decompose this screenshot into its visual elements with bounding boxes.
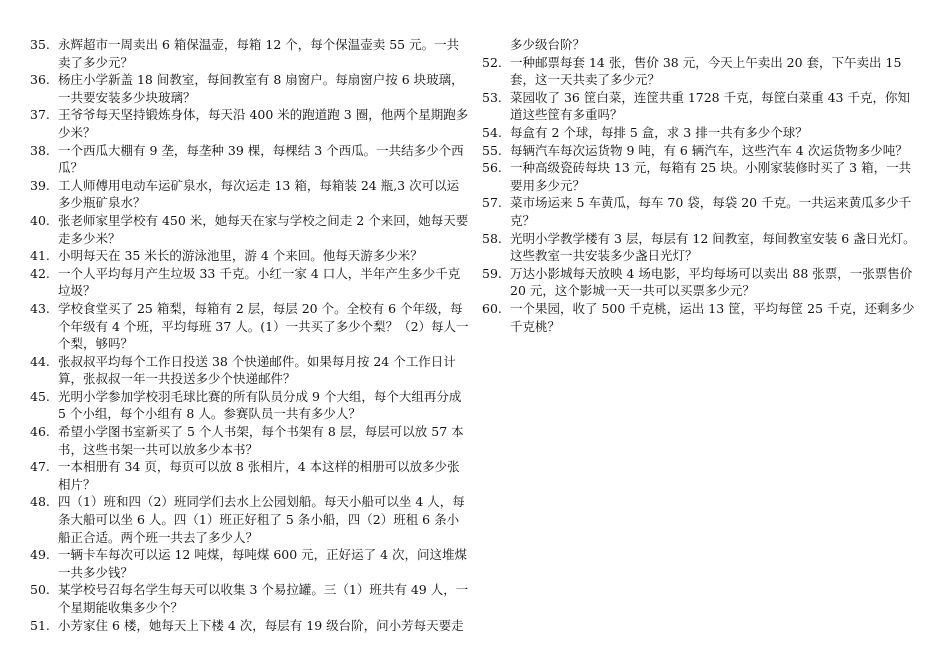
question-text: 一种高级瓷砖每块 13 元，每箱有 25 块。小刚家装修时买了 3 箱，一共要用多少元？ [510, 160, 912, 193]
question-item [30, 71, 470, 106]
right-question-list [482, 54, 922, 336]
question-item [482, 89, 922, 124]
question-number: 60. [482, 300, 502, 316]
question-text: 菜园收了 36 筐白菜，连筐共重 1728 千克，每筐白菜重 43 千克，你知道这些筐有多重吗？ [510, 89, 910, 123]
question-number: 43. [30, 300, 50, 316]
question-text: 一本相册有 34 页，每页可以放 8 张相片，4 本这样的相册可以放多少张相片？ [58, 459, 460, 492]
question-number: 57. [482, 195, 502, 211]
question-text: 小芳家住 6 楼，她每天上下楼 4 次，每层有 19 级台阶，问小芳每天要走 [58, 617, 464, 633]
question-item [30, 36, 470, 71]
question-item [30, 353, 470, 388]
question-item [30, 581, 470, 616]
question-item [30, 247, 470, 265]
question-item [30, 493, 470, 546]
question-text: 一辆卡车每次可以运 12 吨煤，每吨煤 600 元，正好运了 4 次，问这堆煤一共多少钱？ [58, 547, 468, 580]
question-item [30, 617, 470, 635]
question-number: 42. [30, 265, 50, 281]
question-item [30, 423, 470, 458]
question-number: 39. [30, 177, 50, 193]
question-number: 40. [30, 212, 50, 228]
question-text: 希望小学图书室新买了 5 个人书架，每个书架有 8 层，每层可以放 57 本书，这些书架一共可以放多少本书？ [58, 424, 464, 457]
question-number: 54. [482, 124, 502, 140]
question-number: 55. [482, 142, 502, 158]
question-text: 小明每天在 35 米长的游泳池里，游 4 个来回。他每天游多少米？ [58, 248, 423, 264]
question-text: 光明小学教学楼有 3 层，每层有 12 间教室，每间教室安装 6 盏日光灯。这些教室一共安装多少盏日光灯？ [510, 230, 916, 264]
question-item [30, 142, 470, 177]
question-number: 51. [30, 617, 50, 633]
question-item [482, 194, 922, 229]
question-text: 每辆汽车每次运货物 9 吨，有 6 辆汽车，这些汽车 4 次运货物多少吨？ [510, 142, 908, 158]
question-text: 张老师家里学校有 450 米，她每天在家与学校之间走 2 个来回，她每天要走多少米？ [58, 212, 469, 246]
left-question-column [30, 36, 470, 634]
question-number: 56. [482, 160, 502, 176]
question-text: 杨庄小学新盖 18 间教室，每间教室有 8 扇窗户。每扇窗户按 6 块玻璃，一共要安装多少块玻璃？ [58, 72, 464, 105]
question-item [30, 458, 470, 493]
question-item [482, 300, 922, 335]
question-item [30, 300, 470, 353]
question-text: 一种邮票每套 14 张，售价 38 元，今天上午卖出 20 套，下午卖出 15 套，这一天共卖了多少元？ [510, 54, 902, 88]
question-number: 41. [30, 248, 50, 264]
question-item [30, 106, 470, 141]
question-text: 一个西瓜大棚有 9 垄，每垄种 39 棵，每棵结 3 个西瓜。一共结多少个西瓜？ [58, 142, 464, 176]
question-item [482, 230, 922, 265]
question-item [482, 54, 922, 89]
right-question-column [482, 36, 922, 335]
question-number: 59. [482, 265, 502, 281]
question-number: 49. [30, 547, 50, 563]
question-text: 菜市场运来 5 车黄瓜，每车 70 袋，每袋 20 千克。一共运来黄瓜多少千克？ [510, 195, 912, 228]
question-number: 52. [482, 54, 502, 70]
question-number: 48. [30, 494, 50, 510]
question-text: 某学校号召每名学生每天可以收集 3 个易拉罐。三（1）班共有 49 人，一个星期能收集多少个？ [58, 582, 469, 615]
question-number: 46. [30, 424, 50, 440]
question-text: 四（1）班和四（2）班同学们去水上公园划船。每天小船可以坐 4 人，每条大船可以坐 6 人。四（1）班正好租了 5 条小船，四（2）班租 6 条小船正合适。两个班一共去了多少人？ [58, 494, 465, 545]
question-text: 王爷爷每天坚持锻炼身体，每天沿 400 米的跑道跑 3 圈，他两个星期跑多少米？ [58, 107, 469, 140]
question-text: 张叔叔平均每个工作日投送 38 个快递邮件。如果每月按 24 个工作日计算，张叔叔一年一共投送多少个快递邮件？ [58, 353, 456, 387]
question-item [482, 142, 922, 160]
question-number: 37. [30, 107, 50, 123]
question-number: 38. [30, 142, 50, 158]
question-item [30, 212, 470, 247]
question-item [482, 159, 922, 194]
question-number: 50. [30, 582, 50, 598]
question-item [482, 124, 922, 142]
question-number: 53. [482, 89, 502, 105]
question-item [482, 265, 922, 300]
question-item [30, 265, 470, 300]
question-text: 每盒有 2 个球，每排 5 盒，求 3 排一共有多少个球？ [510, 124, 808, 140]
question-text: 万达小影城每天放映 4 场电影，平均每场可以卖出 88 张票，一张票售价 20 元，这个影城一天一共可以买票多少元？ [510, 265, 913, 299]
question-number: 45. [30, 388, 50, 404]
question-item [30, 546, 470, 581]
continued-question-text: 多少级台阶？ [510, 37, 586, 52]
question-text: 一个人平均每月产生垃圾 33 千克。小红一家 4 口人，半年产生多少千克垃圾？ [58, 265, 461, 299]
question-number: 47. [30, 459, 50, 475]
question-number: 35. [30, 37, 50, 52]
question-text: 一个果园，收了 500 千克桃，运出 13 筐，平均每筐 25 千克，还剩多少千克桃？ [510, 300, 915, 334]
question-text: 光明小学参加学校羽毛球比赛的所有队员分成 9 个大组，每个大组再分成 5 个小组，每个小组有 8 人。参赛队员一共有多少人？ [58, 388, 462, 422]
question-number: 36. [30, 72, 50, 88]
question-item [30, 388, 470, 423]
question-text: 工人师傅用电动车运矿泉水，每次运走 13 箱，每箱装 24 瓶,3 次可以运多少瓶矿泉水？ [58, 177, 460, 211]
question-text: 学校食堂买了 25 箱梨，每箱有 2 层，每层 20 个。全校有 6 个年级，每个年级有 4 个班，平均每班 37 人。(1）一共买了多少个梨？（2）每人一个梨，够吗？ [58, 300, 469, 352]
question-number: 58. [482, 230, 502, 246]
question-text: 永辉超市一周卖出 6 箱保温壶，每箱 12 个，每个保温壶卖 55 元。一共卖了多少元？ [58, 37, 460, 70]
question-item [30, 177, 470, 212]
question-number: 44. [30, 353, 50, 369]
